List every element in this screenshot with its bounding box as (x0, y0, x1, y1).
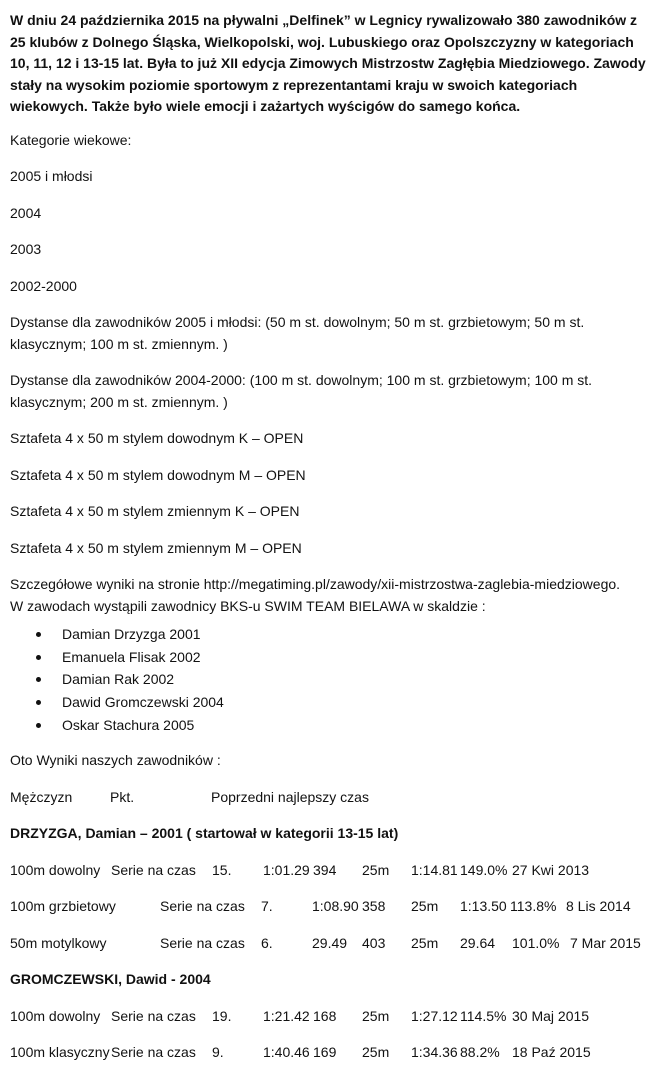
distances-paragraph: Dystanse dla zawodników 2005 i młodsi: (50 m st. dowolnym; 50 m st. grzbietowym; 50 m st. klasycznym; 100 m st. zmiennym. ) (10, 314, 585, 352)
athlete-name: DRZYZGA, Damian – 2001 ( startował w kategorii 13-15 lat) (10, 825, 399, 842)
player-name: Damian Drzyzga 2001 (62, 626, 201, 642)
relay-item: Sztafeta 4 x 50 m stylem zmiennym M – OPEN (10, 539, 302, 556)
time-cell: 29.49 (312, 934, 348, 951)
category-item: 2003 (10, 241, 42, 257)
prev-time-cell: 1:14.81 (411, 861, 458, 878)
relay-item: Sztafeta 4 x 50 m stylem dowodnym K – OPEN (10, 430, 304, 446)
event-cell: 100m klasyczny (10, 1044, 110, 1061)
header-points: Pkt. (110, 788, 135, 805)
list-item (10, 691, 650, 714)
document-page (10, 10, 650, 1079)
table-row (10, 933, 650, 955)
bullet-icon (36, 723, 41, 728)
round-cell: Serie na czas (111, 1007, 196, 1024)
date-cell: 30 Maj 2015 (512, 1007, 590, 1024)
time-cell: 1:21.42 (263, 1007, 310, 1024)
prev-time-cell: 29.64 (460, 934, 496, 951)
pool-cell: 25m (411, 934, 439, 951)
date-cell: 7 Mar 2015 (570, 934, 641, 951)
intro-paragraph: W dniu 24 października 2015 na pływalni „Delfinek” w Legnicy rywalizowało 380 zawodników z 25 klubów z Dolnego Śląska, Wielkopolski, woj. Lubuskiego oraz Opolszczyzny w kategoriach 10, 11, 12 i 13-15 lat. Była to już XII edycja Zimowych Mistrzostw Zagłębia Miedziowego. Zawody stały na wysokim poziomie sportowym z reprezentantami kraju w swoich kategoriach wiekowych. Także było wiele emocji i zażartych wyścigów do samego końca. (10, 12, 646, 114)
place-cell: 7. (261, 898, 273, 915)
event-cell: 100m dowolny (10, 861, 101, 878)
place-cell: 6. (261, 934, 273, 951)
percent-cell: 149.0% (460, 861, 508, 878)
results-info (10, 574, 650, 617)
table-row (10, 1006, 650, 1028)
table-row (10, 860, 650, 882)
percent-cell: 101.0% (512, 934, 560, 951)
time-cell: 1:08.90 (312, 898, 359, 915)
list-item (10, 646, 650, 669)
category-item: 2004 (10, 204, 42, 221)
relay-item: Sztafeta 4 x 50 m stylem dowodnym M – OPEN (10, 466, 306, 483)
round-cell: Serie na czas (160, 934, 245, 951)
category-item: 2005 i młodsi (10, 168, 93, 184)
time-cell: 1:40.46 (263, 1044, 310, 1061)
points-cell: 394 (313, 861, 337, 878)
results-link-text[interactable]: Szczegółowe wyniki na stronie http://megatiming.pl/zawody/xii-mistrzostwa-zaglebia-miedziowego. (10, 576, 621, 592)
header-previous-best: Poprzedni najlepszy czas (211, 788, 369, 805)
points-cell: 403 (362, 934, 386, 951)
player-name: Damian Rak 2002 (62, 671, 175, 688)
time-cell: 1:01.29 (263, 861, 310, 878)
athlete-name: GROMCZEWSKI, Dawid - 2004 (10, 971, 211, 988)
prev-time-cell: 1:27.12 (411, 1007, 458, 1024)
bullet-icon (36, 677, 41, 682)
list-item (10, 668, 650, 691)
prev-time-cell: 1:34.36 (411, 1044, 458, 1061)
bullet-icon (36, 632, 41, 637)
list-item (10, 623, 650, 646)
points-cell: 358 (362, 898, 386, 915)
points-cell: 168 (313, 1007, 337, 1024)
relay-item: Sztafeta 4 x 50 m stylem zmiennym K – OPEN (10, 503, 300, 519)
bullet-icon (36, 655, 41, 660)
player-name: Oskar Stachura 2005 (62, 716, 195, 733)
results-heading: Oto Wyniki naszych zawodników : (10, 752, 221, 769)
place-cell: 9. (212, 1044, 224, 1061)
distances-paragraph: Dystanse dla zawodników 2004-2000: (100 m st. dowolnym; 100 m st. grzbietowym; 100 m st. klasycznym; 200 m st. zmiennym. ) (10, 372, 593, 410)
event-cell: 100m dowolny (10, 1007, 101, 1024)
prev-time-cell: 1:13.50 (460, 898, 507, 915)
percent-cell: 113.8% (510, 898, 557, 915)
date-cell: 8 Lis 2014 (566, 898, 631, 915)
table-row (10, 896, 650, 918)
header-gender: Mężczyzn (10, 788, 73, 805)
place-cell: 19. (212, 1007, 232, 1024)
list-item (10, 714, 650, 737)
categories-heading: Kategorie wiekowe: (10, 131, 132, 148)
round-cell: Serie na czas (111, 861, 196, 878)
bullet-icon (36, 700, 41, 705)
category-item: 2002-2000 (10, 277, 77, 294)
pool-cell: 25m (362, 861, 390, 878)
player-name: Dawid Gromczewski 2004 (62, 694, 224, 711)
pool-cell: 25m (362, 1044, 390, 1061)
date-cell: 27 Kwi 2013 (512, 861, 590, 878)
team-intro: W zawodach wystąpili zawodnicy BKS-u SWIM TEAM BIELAWA w skaldzie : (10, 597, 486, 614)
pool-cell: 25m (362, 1007, 390, 1024)
pool-cell: 25m (411, 898, 439, 915)
round-cell: Serie na czas (160, 898, 245, 915)
percent-cell: 88.2% (460, 1044, 500, 1061)
percent-cell: 114.5% (460, 1007, 507, 1024)
player-name: Emanuela Flisak 2002 (62, 648, 201, 665)
points-cell: 169 (313, 1044, 337, 1061)
place-cell: 15. (212, 861, 232, 878)
players-list (10, 623, 650, 736)
event-cell: 50m motylkowy (10, 934, 107, 951)
date-cell: 18 Paź 2015 (512, 1044, 591, 1061)
table-row (10, 1042, 650, 1064)
table-header (10, 787, 650, 809)
round-cell: Serie na czas (111, 1044, 196, 1061)
event-cell: 100m grzbietowy (10, 898, 116, 915)
